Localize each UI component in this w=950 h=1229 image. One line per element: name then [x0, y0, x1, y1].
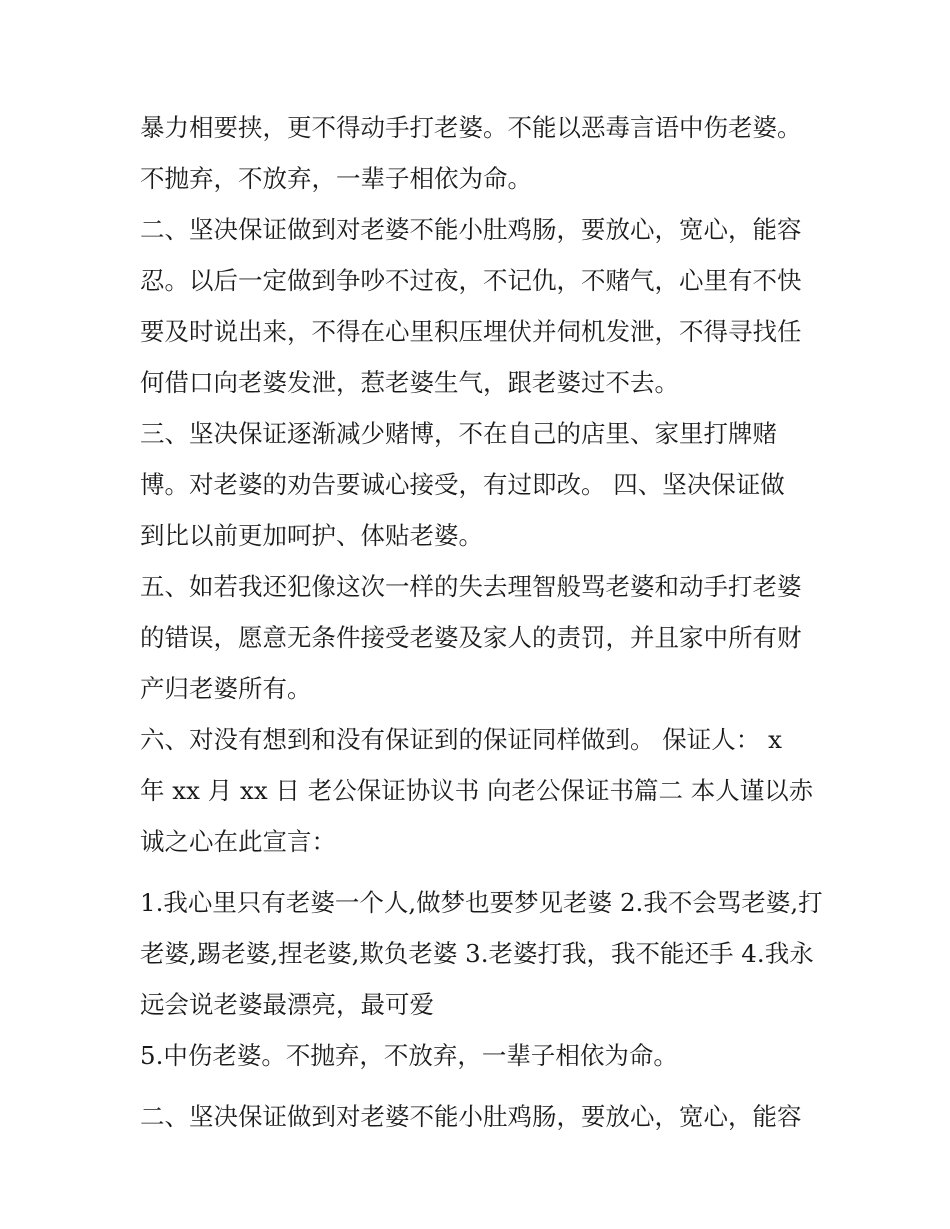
paragraph-gap [140, 1081, 830, 1091]
text-line: 二、坚决保证做到对老婆不能小肚鸡肠，要放心，宽心，能容 [140, 1102, 802, 1131]
text-line: 二、坚决保证做到对老婆不能小肚鸡肠，要放心，宽心，能容 [140, 215, 802, 244]
text-line: 五、如若我还犯像这次一样的失去理智般骂老婆和动手打老婆 [140, 572, 802, 601]
text-line: 5.中伤老婆。不抛弃，不放弃，一辈子相依为命。 [140, 1041, 678, 1070]
text-line: 暴力相要挟，更不得动手打老婆。不能以恶毒言语中伤老婆。 [140, 113, 802, 142]
text-line: 要及时说出来，不得在心里积压埋伏并伺机发泄，不得寻找任 [140, 317, 802, 346]
text-line: 的错误，愿意无条件接受老婆及家人的责罚，并且家中所有财 [140, 623, 802, 652]
text-line: 诚之心在此宣言： [140, 827, 336, 856]
text-line: 年 xx 月 xx 日 老公保证协议书 向老公保证书篇二 本人谨以赤 [140, 776, 814, 805]
text-line: 1.我心里只有老婆一个人,做梦也要梦见老婆 2.我不会骂老婆,打 [140, 888, 823, 917]
text-line: 三、坚决保证逐渐减少赌博，不在自己的店里、家里打牌赌 [140, 419, 777, 448]
text-line: 博。对老婆的劝告要诚心接受，有过即改。 四、坚决保证做 [140, 470, 785, 499]
text-line: 产归老婆所有。 [140, 674, 312, 703]
document-body [140, 102, 830, 1142]
text-line: 老婆,踢老婆,捏老婆,欺负老婆 3.老婆打我，我不能还手 4.我永 [140, 939, 814, 968]
paragraph-gap [140, 867, 830, 877]
text-line: 到比以前更加呵护、体贴老婆。 [140, 521, 483, 550]
text-line: 不抛弃，不放弃，一辈子相依为命。 [140, 164, 532, 193]
text-line: 远会说老婆最漂亮，最可爱 [140, 990, 434, 1019]
text-line: 六、对没有想到和没有保证到的保证同样做到。 保证人： x [140, 725, 782, 754]
text-line: 何借口向老婆发泄，惹老婆生气，跟老婆过不去。 [140, 368, 679, 397]
text-line: 忍。以后一定做到争吵不过夜，不记仇，不赌气，心里有不快 [140, 266, 802, 295]
